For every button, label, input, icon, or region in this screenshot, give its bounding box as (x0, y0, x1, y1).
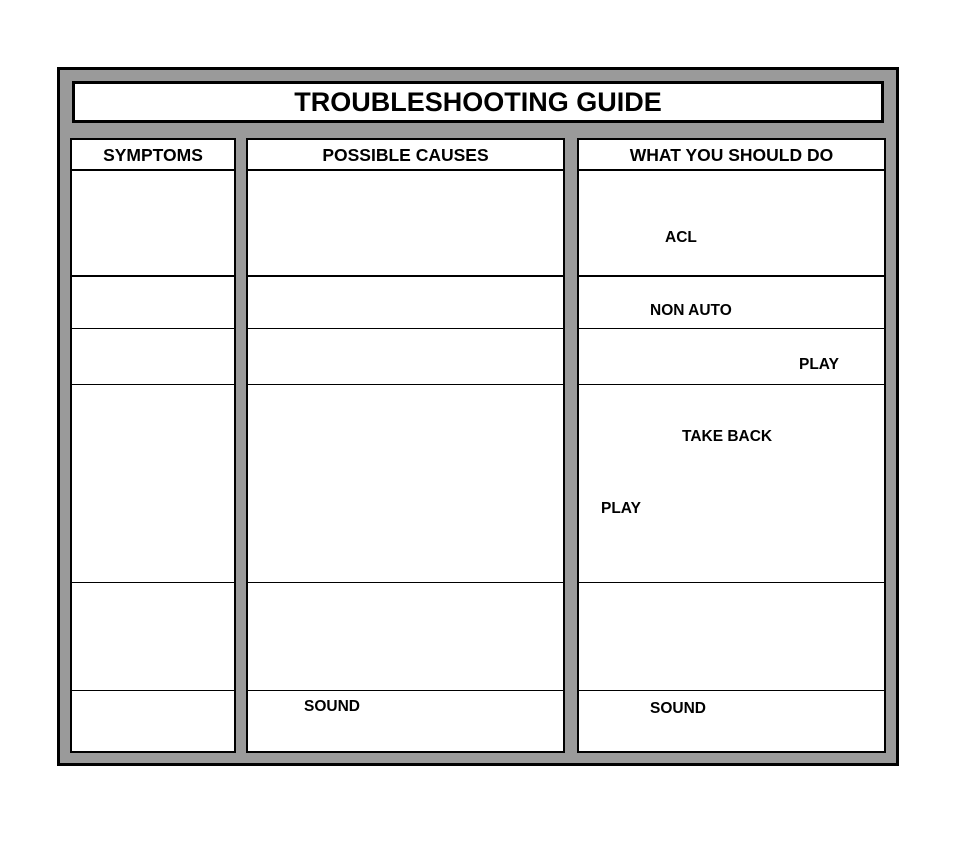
row-divider (248, 275, 563, 277)
title-box (72, 81, 884, 123)
row-divider (248, 328, 563, 329)
row-divider (248, 582, 563, 583)
row-divider (248, 690, 563, 691)
header-divider (72, 169, 234, 171)
header-divider (579, 169, 884, 171)
row-divider (72, 690, 234, 691)
action-label-play: PLAY (601, 500, 641, 517)
row-divider (579, 328, 884, 329)
action-label-sound: SOUND (650, 700, 706, 717)
action-label-non-auto: NON AUTO (650, 302, 732, 319)
row-divider (72, 582, 234, 583)
row-divider (248, 384, 563, 385)
causes-header: POSSIBLE CAUSES (322, 144, 489, 165)
cause-label-sound: SOUND (304, 698, 360, 715)
row-divider (579, 384, 884, 385)
row-divider (72, 275, 234, 277)
symptoms-column (70, 138, 236, 753)
header-divider (248, 169, 563, 171)
actions-column (577, 138, 886, 753)
actions-header: WHAT YOU SHOULD DO (629, 144, 834, 165)
action-label-acl: ACL (665, 229, 697, 246)
guide-title: TROUBLESHOOTING GUIDE (294, 86, 662, 117)
row-divider (72, 384, 234, 385)
troubleshooting-guide (57, 67, 899, 766)
row-divider (579, 582, 884, 583)
action-label-play: PLAY (799, 356, 839, 373)
causes-column (246, 138, 565, 753)
action-label-take-back: TAKE BACK (682, 428, 773, 445)
row-divider (72, 328, 234, 329)
symptoms-header: SYMPTOMS (103, 144, 203, 165)
row-divider (579, 275, 884, 277)
row-divider (579, 690, 884, 691)
